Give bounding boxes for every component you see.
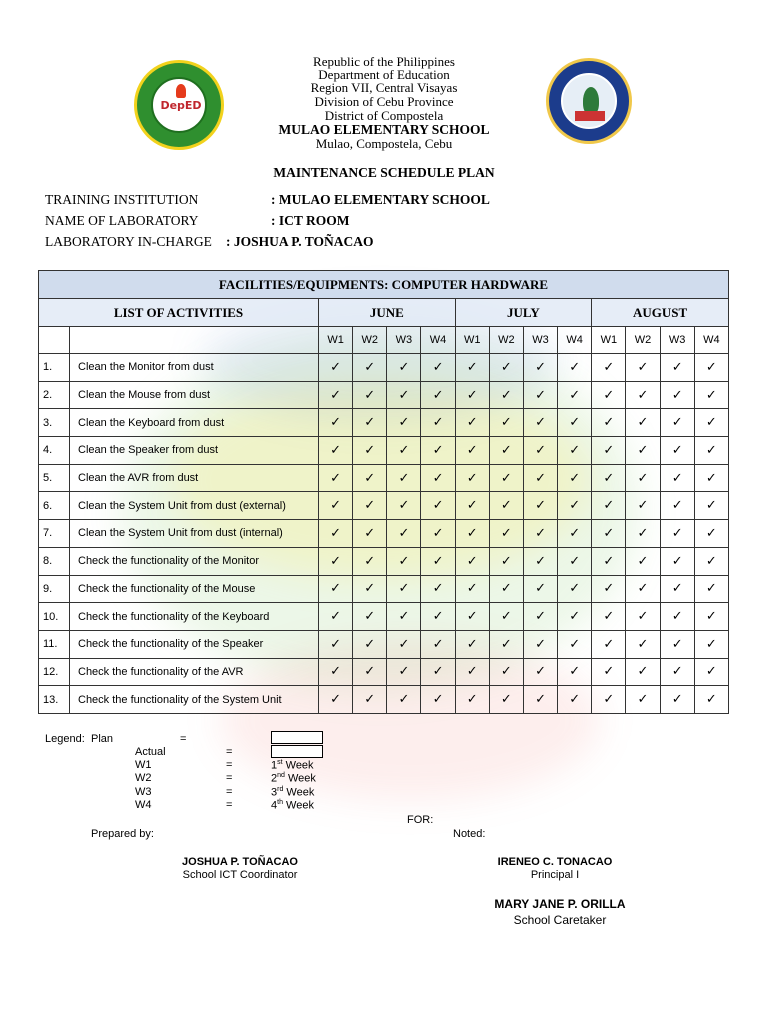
table-row <box>39 658 729 686</box>
check-mark-icon: ✓ <box>319 686 353 714</box>
activity-name: Check the functionality of the Monitor <box>70 547 319 575</box>
legend-w1-text <box>271 759 314 772</box>
row-number: 9. <box>39 575 70 603</box>
check-mark-icon: ✓ <box>558 603 592 631</box>
check-mark-icon: ✓ <box>319 520 353 548</box>
check-mark-icon: ✓ <box>319 437 353 465</box>
check-mark-icon: ✓ <box>489 464 523 492</box>
week-header-cell: W4 <box>421 327 455 354</box>
legend-w4-num: 4 <box>271 799 278 812</box>
check-mark-icon: ✓ <box>489 520 523 548</box>
check-mark-icon: ✓ <box>455 603 489 631</box>
check-mark-icon: ✓ <box>387 437 421 465</box>
legend-actual-box <box>271 745 323 758</box>
check-mark-icon: ✓ <box>558 492 592 520</box>
header-line-1: Republic of the Philippines <box>313 54 455 69</box>
activity-name: Check the functionality of the Speaker <box>70 630 319 658</box>
check-mark-icon: ✓ <box>626 547 660 575</box>
activity-name: Clean the Keyboard from dust <box>70 409 319 437</box>
check-mark-icon: ✓ <box>694 520 728 548</box>
check-mark-icon: ✓ <box>387 381 421 409</box>
noter-title: Principal I <box>530 869 580 881</box>
caretaker-title: School Caretaker <box>513 913 607 927</box>
check-mark-icon: ✓ <box>455 520 489 548</box>
check-mark-icon: ✓ <box>523 520 557 548</box>
activity-name: Check the functionality of the AVR <box>70 658 319 686</box>
legend-w2-text <box>271 772 316 785</box>
blank-cell <box>70 327 319 354</box>
legend-w1-num: 1 <box>271 759 278 772</box>
check-mark-icon: ✓ <box>694 354 728 382</box>
check-mark-icon: ✓ <box>523 492 557 520</box>
check-mark-icon: ✓ <box>319 630 353 658</box>
check-mark-icon: ✓ <box>387 464 421 492</box>
check-mark-icon: ✓ <box>387 603 421 631</box>
check-mark-icon: ✓ <box>592 381 626 409</box>
table-row <box>39 630 729 658</box>
row-number: 2. <box>39 381 70 409</box>
check-mark-icon: ✓ <box>455 464 489 492</box>
check-mark-icon: ✓ <box>660 381 694 409</box>
check-mark-icon: ✓ <box>523 437 557 465</box>
check-mark-icon: ✓ <box>489 658 523 686</box>
check-mark-icon: ✓ <box>387 686 421 714</box>
check-mark-icon: ✓ <box>421 409 455 437</box>
check-mark-icon: ✓ <box>319 575 353 603</box>
legend-w3-eq: = <box>226 786 233 798</box>
deped-logo-text: DepED <box>160 99 202 112</box>
header-line-3: Region VII, Central Visayas <box>310 80 458 95</box>
legend-actual-eq: = <box>226 746 233 758</box>
check-mark-icon: ✓ <box>489 547 523 575</box>
activity-name: Clean the System Unit from dust (external) <box>70 492 319 520</box>
activity-rows <box>39 354 729 714</box>
check-mark-icon: ✓ <box>660 547 694 575</box>
legend-w4-eq: = <box>226 799 233 811</box>
check-mark-icon: ✓ <box>353 603 387 631</box>
check-mark-icon: ✓ <box>694 686 728 714</box>
legend-w4-week: Week <box>282 799 314 812</box>
check-mark-icon: ✓ <box>387 658 421 686</box>
check-mark-icon: ✓ <box>455 409 489 437</box>
blank-cell <box>39 327 70 354</box>
row-number: 4. <box>39 437 70 465</box>
legend-w2-week: Week <box>284 772 316 785</box>
check-mark-icon: ✓ <box>421 575 455 603</box>
prepared-by-label: Prepared by: <box>91 828 154 840</box>
check-mark-icon: ✓ <box>558 464 592 492</box>
table-row <box>39 520 729 548</box>
check-mark-icon: ✓ <box>626 520 660 548</box>
check-mark-icon: ✓ <box>353 686 387 714</box>
check-mark-icon: ✓ <box>694 547 728 575</box>
check-mark-icon: ✓ <box>387 630 421 658</box>
check-mark-icon: ✓ <box>421 437 455 465</box>
legend-w1-sup: st <box>277 759 283 766</box>
check-mark-icon: ✓ <box>626 409 660 437</box>
check-mark-icon: ✓ <box>319 547 353 575</box>
header-line-2: Department of Education <box>318 67 450 82</box>
legend-w4-text <box>271 799 314 812</box>
activity-name: Check the functionality of the System Unit <box>70 686 319 714</box>
check-mark-icon: ✓ <box>353 547 387 575</box>
check-mark-icon: ✓ <box>660 409 694 437</box>
check-mark-icon: ✓ <box>455 437 489 465</box>
header-line-5: District of Compostela <box>324 108 444 123</box>
check-mark-icon: ✓ <box>319 409 353 437</box>
check-mark-icon: ✓ <box>387 354 421 382</box>
week-header-cell: W2 <box>353 327 387 354</box>
check-mark-icon: ✓ <box>421 603 455 631</box>
check-mark-icon: ✓ <box>421 686 455 714</box>
check-mark-icon: ✓ <box>421 492 455 520</box>
check-mark-icon: ✓ <box>558 630 592 658</box>
row-number: 5. <box>39 464 70 492</box>
legend-w1-week: Week <box>282 759 314 772</box>
check-mark-icon: ✓ <box>626 354 660 382</box>
school-name: MULAO ELEMENTARY SCHOOL <box>278 122 490 137</box>
check-mark-icon: ✓ <box>660 658 694 686</box>
check-mark-icon: ✓ <box>319 381 353 409</box>
activity-name: Clean the AVR from dust <box>70 464 319 492</box>
maintenance-schedule-table <box>38 270 729 714</box>
row-number: 11. <box>39 630 70 658</box>
week-header-cell: W3 <box>523 327 557 354</box>
check-mark-icon: ✓ <box>319 492 353 520</box>
check-mark-icon: ✓ <box>387 520 421 548</box>
check-mark-icon: ✓ <box>489 437 523 465</box>
lab-label: NAME OF LABORATORY <box>45 213 199 228</box>
check-mark-icon: ✓ <box>694 575 728 603</box>
check-mark-icon: ✓ <box>455 686 489 714</box>
table-row <box>39 492 729 520</box>
check-mark-icon: ✓ <box>660 354 694 382</box>
table-row <box>39 381 729 409</box>
check-mark-icon: ✓ <box>489 492 523 520</box>
preparer-name: JOSHUA P. TOÑACAO <box>182 856 298 868</box>
check-mark-icon: ✓ <box>489 575 523 603</box>
activity-name: Clean the System Unit from dust (internal) <box>70 520 319 548</box>
row-number: 7. <box>39 520 70 548</box>
check-mark-icon: ✓ <box>455 658 489 686</box>
check-mark-icon: ✓ <box>523 547 557 575</box>
institution-label: TRAINING INSTITUTION <box>45 192 199 207</box>
week-header-cell: W4 <box>694 327 728 354</box>
check-mark-icon: ✓ <box>694 603 728 631</box>
row-number: 10. <box>39 603 70 631</box>
incharge-label: LABORATORY IN-CHARGE <box>45 234 212 249</box>
facilities-header: FACILITIES/EQUIPMENTS: COMPUTER HARDWARE <box>39 271 729 299</box>
month-june: JUNE <box>319 299 456 327</box>
check-mark-icon: ✓ <box>558 686 592 714</box>
check-mark-icon: ✓ <box>523 464 557 492</box>
check-mark-icon: ✓ <box>523 658 557 686</box>
table-row <box>39 437 729 465</box>
check-mark-icon: ✓ <box>319 354 353 382</box>
check-mark-icon: ✓ <box>421 658 455 686</box>
check-mark-icon: ✓ <box>694 492 728 520</box>
check-mark-icon: ✓ <box>592 547 626 575</box>
activity-name: Clean the Mouse from dust <box>70 381 319 409</box>
check-mark-icon: ✓ <box>489 409 523 437</box>
preparer-title: School ICT Coordinator <box>182 869 298 881</box>
check-mark-icon: ✓ <box>660 603 694 631</box>
check-mark-icon: ✓ <box>455 575 489 603</box>
legend-w3: W3 <box>135 786 152 798</box>
check-mark-icon: ✓ <box>523 686 557 714</box>
check-mark-icon: ✓ <box>387 409 421 437</box>
week-header-cell: W1 <box>592 327 626 354</box>
check-mark-icon: ✓ <box>694 464 728 492</box>
check-mark-icon: ✓ <box>558 575 592 603</box>
row-number: 12. <box>39 658 70 686</box>
check-mark-icon: ✓ <box>421 464 455 492</box>
check-mark-icon: ✓ <box>455 354 489 382</box>
week-header-cell: W2 <box>489 327 523 354</box>
check-mark-icon: ✓ <box>319 658 353 686</box>
week-header-cell: W3 <box>387 327 421 354</box>
check-mark-icon: ✓ <box>694 630 728 658</box>
check-mark-icon: ✓ <box>626 630 660 658</box>
table-row <box>39 686 729 714</box>
check-mark-icon: ✓ <box>387 492 421 520</box>
check-mark-icon: ✓ <box>626 464 660 492</box>
check-mark-icon: ✓ <box>489 630 523 658</box>
check-mark-icon: ✓ <box>353 658 387 686</box>
check-mark-icon: ✓ <box>455 547 489 575</box>
check-mark-icon: ✓ <box>660 520 694 548</box>
check-mark-icon: ✓ <box>592 658 626 686</box>
check-mark-icon: ✓ <box>694 409 728 437</box>
check-mark-icon: ✓ <box>353 464 387 492</box>
check-mark-icon: ✓ <box>421 630 455 658</box>
check-mark-icon: ✓ <box>592 437 626 465</box>
legend-plan-eq: = <box>180 733 187 745</box>
check-mark-icon: ✓ <box>455 630 489 658</box>
check-mark-icon: ✓ <box>523 603 557 631</box>
legend-w2-num: 2 <box>271 772 278 785</box>
table-row <box>39 409 729 437</box>
week-header-cell: W1 <box>455 327 489 354</box>
check-mark-icon: ✓ <box>421 547 455 575</box>
check-mark-icon: ✓ <box>694 437 728 465</box>
check-mark-icon: ✓ <box>660 630 694 658</box>
check-mark-icon: ✓ <box>353 520 387 548</box>
noted-label: Noted: <box>453 828 486 840</box>
check-mark-icon: ✓ <box>558 437 592 465</box>
check-mark-icon: ✓ <box>387 575 421 603</box>
legend-label: Legend: <box>45 733 85 745</box>
check-mark-icon: ✓ <box>387 547 421 575</box>
check-mark-icon: ✓ <box>694 658 728 686</box>
check-mark-icon: ✓ <box>558 547 592 575</box>
table-row <box>39 575 729 603</box>
check-mark-icon: ✓ <box>592 603 626 631</box>
check-mark-icon: ✓ <box>421 354 455 382</box>
check-mark-icon: ✓ <box>592 354 626 382</box>
check-mark-icon: ✓ <box>626 492 660 520</box>
check-mark-icon: ✓ <box>592 575 626 603</box>
check-mark-icon: ✓ <box>421 520 455 548</box>
legend-w2-eq: = <box>226 772 233 784</box>
check-mark-icon: ✓ <box>455 492 489 520</box>
check-mark-icon: ✓ <box>694 381 728 409</box>
check-mark-icon: ✓ <box>558 354 592 382</box>
check-mark-icon: ✓ <box>592 630 626 658</box>
table-row <box>39 603 729 631</box>
week-header-cell: W1 <box>319 327 353 354</box>
legend-w4-sup: th <box>277 799 283 806</box>
check-mark-icon: ✓ <box>592 409 626 437</box>
institution-value: : MULAO ELEMENTARY SCHOOL <box>271 192 490 207</box>
check-mark-icon: ✓ <box>660 464 694 492</box>
legend-w2: W2 <box>135 772 152 784</box>
check-mark-icon: ✓ <box>455 381 489 409</box>
week-header-row <box>39 327 729 354</box>
for-label: FOR: <box>407 814 434 826</box>
check-mark-icon: ✓ <box>592 492 626 520</box>
legend-w4: W4 <box>135 799 152 811</box>
check-mark-icon: ✓ <box>558 409 592 437</box>
table-row <box>39 547 729 575</box>
check-mark-icon: ✓ <box>523 575 557 603</box>
week-header-cell: W4 <box>558 327 592 354</box>
caretaker-name: MARY JANE P. ORILLA <box>494 897 626 911</box>
check-mark-icon: ✓ <box>353 575 387 603</box>
week-header-cell: W3 <box>660 327 694 354</box>
row-number: 6. <box>39 492 70 520</box>
month-july: JULY <box>455 299 592 327</box>
row-number: 13. <box>39 686 70 714</box>
check-mark-icon: ✓ <box>523 409 557 437</box>
legend-w1: W1 <box>135 759 152 771</box>
legend-w3-sup: rd <box>277 786 284 793</box>
page-title: MAINTENANCE SCHEDULE PLAN <box>273 165 495 180</box>
check-mark-icon: ✓ <box>558 520 592 548</box>
activity-name: Check the functionality of the Keyboard <box>70 603 319 631</box>
check-mark-icon: ✓ <box>353 437 387 465</box>
activity-name: Clean the Monitor from dust <box>70 354 319 382</box>
check-mark-icon: ✓ <box>523 354 557 382</box>
activity-name: Check the functionality of the Mouse <box>70 575 319 603</box>
check-mark-icon: ✓ <box>489 603 523 631</box>
row-number: 1. <box>39 354 70 382</box>
lab-value: : ICT ROOM <box>271 213 350 228</box>
check-mark-icon: ✓ <box>626 381 660 409</box>
check-mark-icon: ✓ <box>353 354 387 382</box>
header-line-4: Division of Cebu Province <box>314 94 454 109</box>
row-number: 8. <box>39 547 70 575</box>
check-mark-icon: ✓ <box>353 492 387 520</box>
check-mark-icon: ✓ <box>592 464 626 492</box>
check-mark-icon: ✓ <box>660 492 694 520</box>
legend-w3-text <box>271 786 314 799</box>
check-mark-icon: ✓ <box>489 686 523 714</box>
check-mark-icon: ✓ <box>489 354 523 382</box>
check-mark-icon: ✓ <box>319 603 353 631</box>
check-mark-icon: ✓ <box>523 630 557 658</box>
check-mark-icon: ✓ <box>626 575 660 603</box>
check-mark-icon: ✓ <box>489 381 523 409</box>
legend-plan: Plan <box>91 733 114 745</box>
check-mark-icon: ✓ <box>626 603 660 631</box>
table-row <box>39 354 729 382</box>
check-mark-icon: ✓ <box>353 409 387 437</box>
check-mark-icon: ✓ <box>626 437 660 465</box>
check-mark-icon: ✓ <box>660 437 694 465</box>
check-mark-icon: ✓ <box>660 575 694 603</box>
activities-header: LIST OF ACTIVITIES <box>39 299 319 327</box>
legend-w3-week: Week <box>283 786 315 799</box>
check-mark-icon: ✓ <box>353 630 387 658</box>
check-mark-icon: ✓ <box>592 686 626 714</box>
check-mark-icon: ✓ <box>558 658 592 686</box>
check-mark-icon: ✓ <box>558 381 592 409</box>
check-mark-icon: ✓ <box>523 381 557 409</box>
school-address: Mulao, Compostela, Cebu <box>315 136 453 151</box>
check-mark-icon: ✓ <box>660 686 694 714</box>
check-mark-icon: ✓ <box>319 464 353 492</box>
legend-plan-box <box>271 731 323 744</box>
row-number: 3. <box>39 409 70 437</box>
month-august: AUGUST <box>592 299 729 327</box>
noter-name: IRENEO C. TONACAO <box>497 856 613 868</box>
legend-w3-num: 3 <box>271 786 278 799</box>
incharge-value: : JOSHUA P. TOÑACAO <box>226 234 374 249</box>
check-mark-icon: ✓ <box>353 381 387 409</box>
table-row <box>39 464 729 492</box>
legend-w1-eq: = <box>226 759 233 771</box>
check-mark-icon: ✓ <box>626 686 660 714</box>
legend-w2-sup: nd <box>277 772 285 779</box>
activity-name: Clean the Speaker from dust <box>70 437 319 465</box>
check-mark-icon: ✓ <box>421 381 455 409</box>
week-header-cell: W2 <box>626 327 660 354</box>
legend-actual: Actual <box>135 746 166 758</box>
check-mark-icon: ✓ <box>592 520 626 548</box>
check-mark-icon: ✓ <box>626 658 660 686</box>
